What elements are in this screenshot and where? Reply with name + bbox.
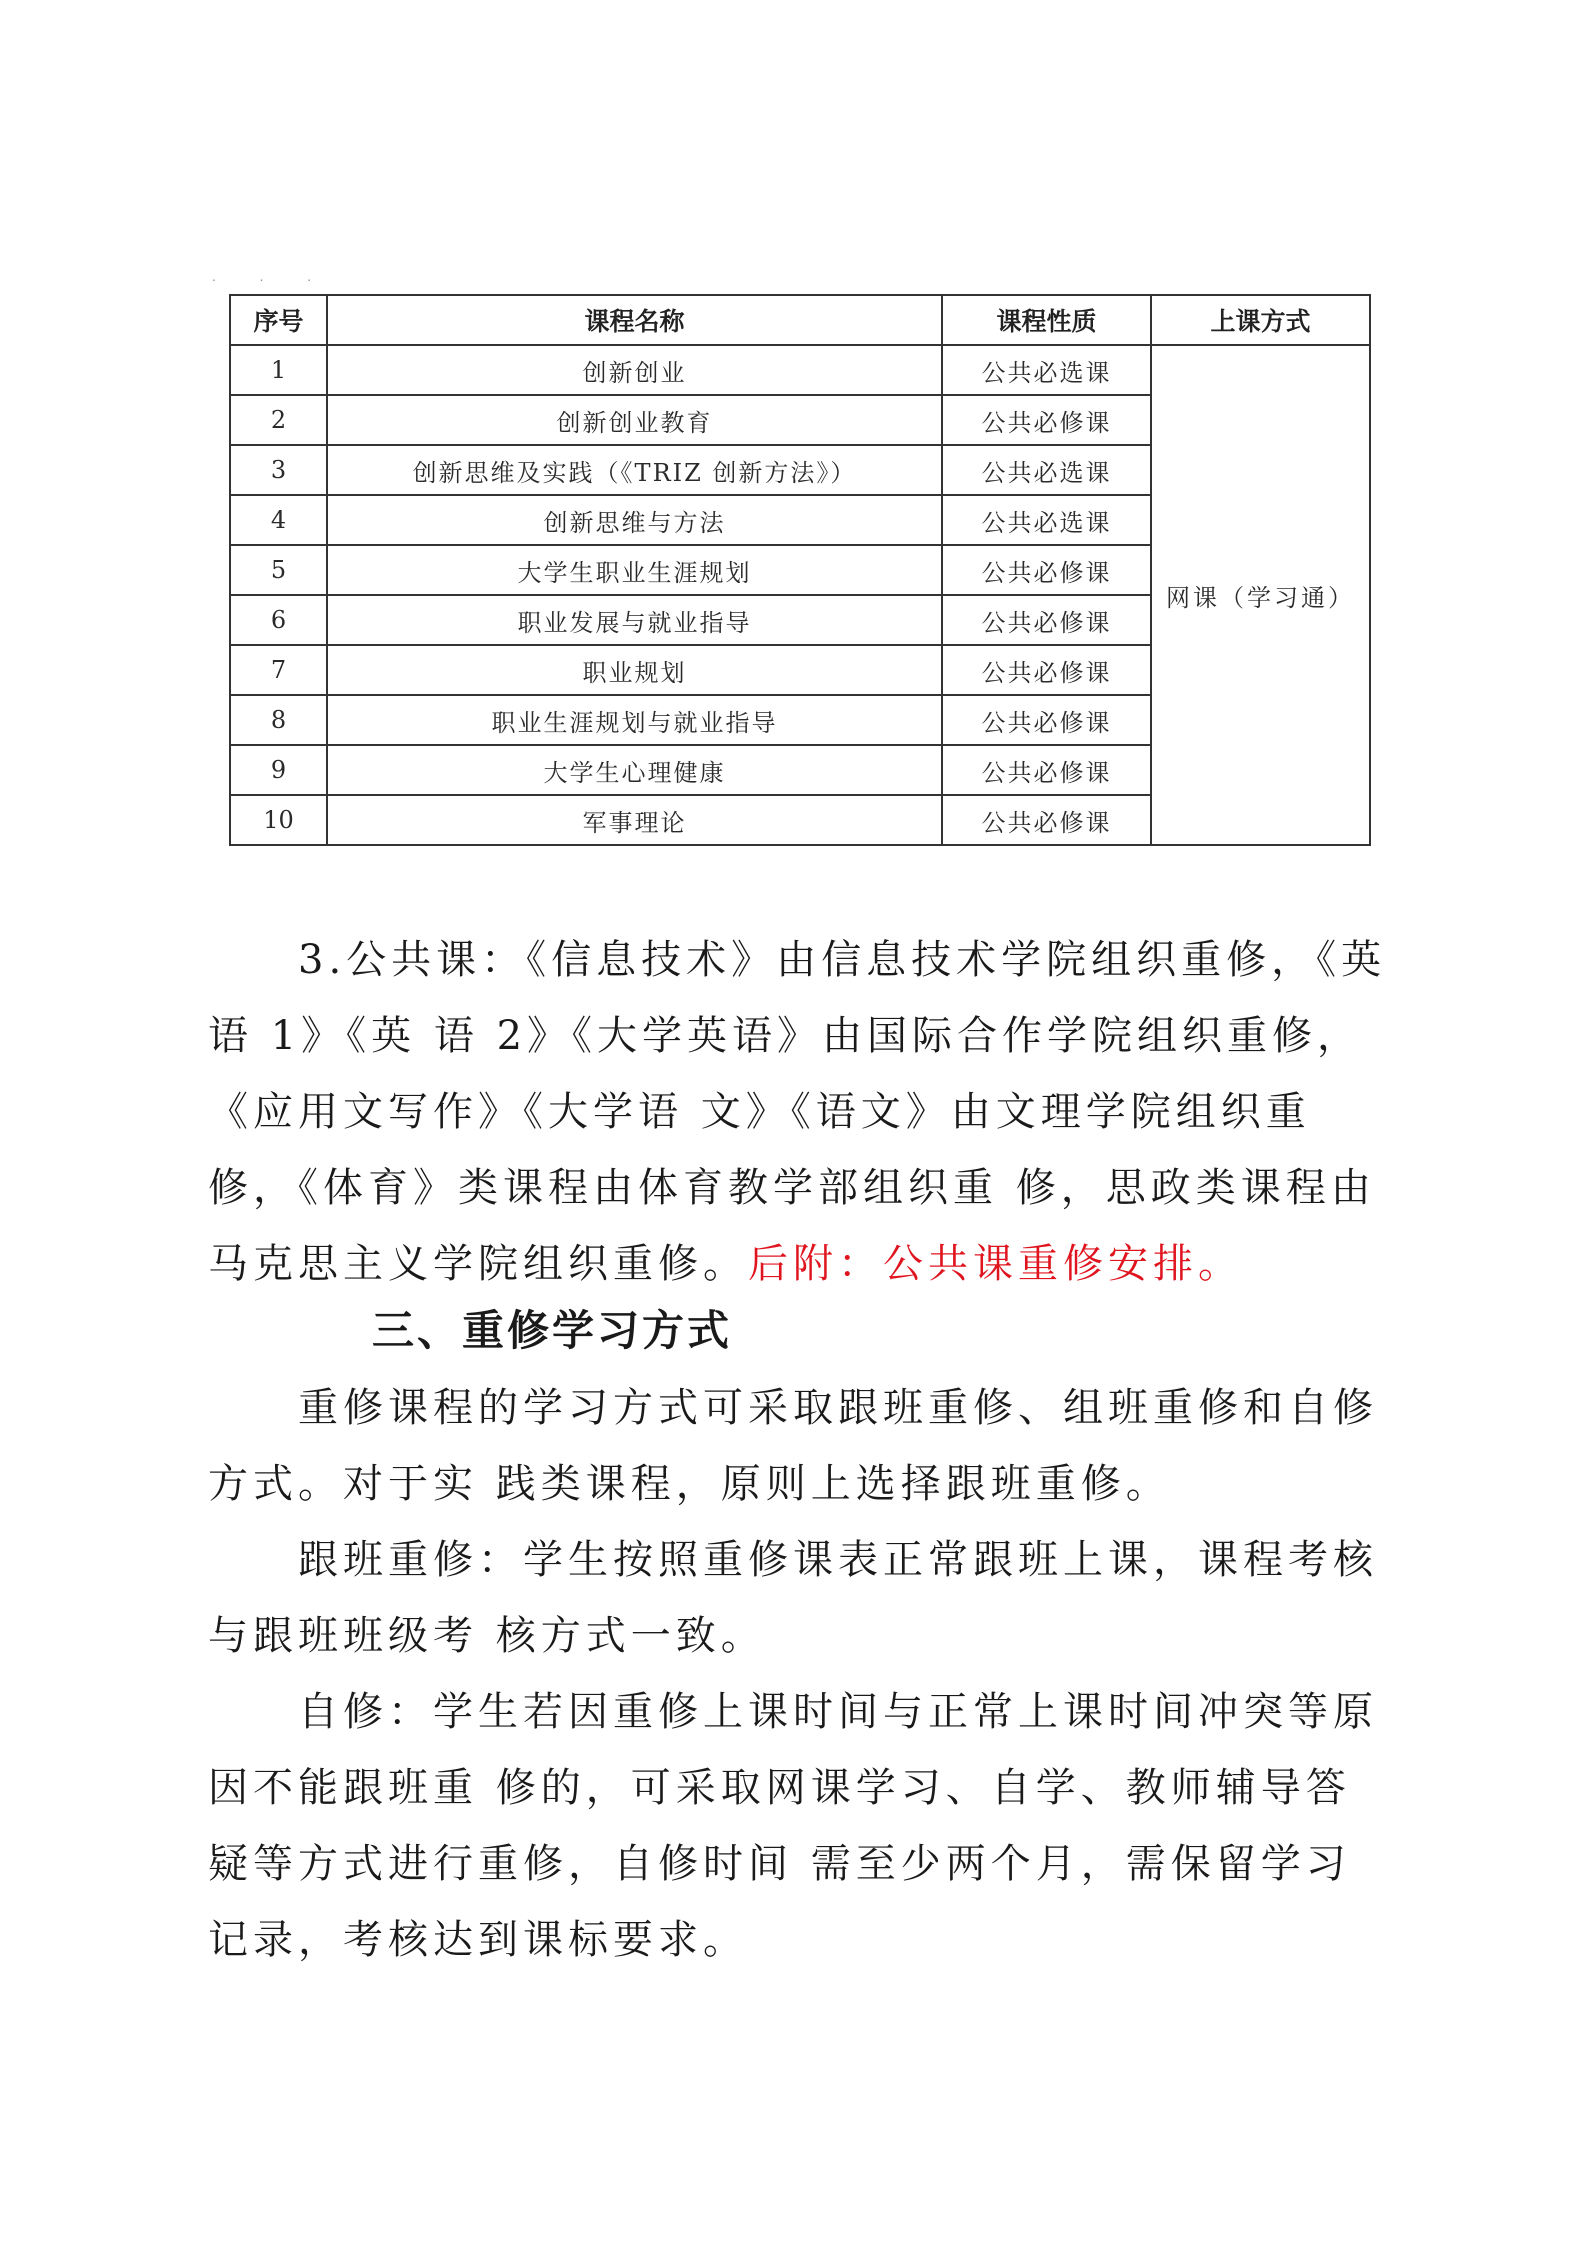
study-method-section [208,1370,1388,1978]
row-course-name: 大学生职业生涯规划 [327,545,942,595]
header-course-type: 课程性质 [942,295,1151,345]
row-course-type: 公共必修课 [942,645,1151,695]
row-course-name: 创新思维及实践（《TRIZ 创新方法》） [327,445,942,495]
appendix-note: 后附：公共课重修安排。 [748,1241,1243,1287]
row-course-name: 职业规划 [327,645,942,695]
study-method-paragraph: 重修课程的学习方式可采取跟班重修、组班重修和自修方式。对于实 践类课程，原则上选择跟班重修。 [208,1385,1378,1507]
row-course-name: 创新思维与方法 [327,495,942,545]
header-class-method: 上课方式 [1151,295,1370,345]
row-course-type: 公共必选课 [942,345,1151,395]
row-course-name: 创新创业教育 [327,395,942,445]
section-heading: 三、重修学习方式 [372,1306,733,1355]
public-course-section [208,922,1388,1302]
row-index: 4 [230,495,327,545]
row-course-type: 公共必修课 [942,595,1151,645]
row-course-type: 公共必修课 [942,745,1151,795]
row-index: 9 [230,745,327,795]
header-index: 序号 [230,295,327,345]
course-table [229,294,1371,846]
row-course-name: 职业发展与就业指导 [327,595,942,645]
row-index: 7 [230,645,327,695]
row-course-type: 公共必选课 [942,445,1151,495]
row-course-name: 职业生涯规划与就业指导 [327,695,942,745]
table-row [230,345,1370,395]
row-course-type: 公共必修课 [942,395,1151,445]
row-index: 10 [230,795,327,845]
row-course-type: 公共必修课 [942,795,1151,845]
public-course-paragraph [208,922,1388,1302]
scan-artifact-dots: . . . [212,270,332,284]
row-index: 8 [230,695,327,745]
row-index: 6 [230,595,327,645]
row-index: 2 [230,395,327,445]
row-index: 3 [230,445,327,495]
row-course-name: 军事理论 [327,795,942,845]
row-course-type: 公共必修课 [942,545,1151,595]
follow-class-paragraph: 跟班重修：学生按照重修课表正常跟班上课，课程考核与跟班班级考 核方式一致。 [208,1537,1378,1659]
row-index: 1 [230,345,327,395]
self-study-paragraph: 自修：学生若因重修上课时间与正常上课时间冲突等原因不能跟班重 修的，可采取网课学习、自学、教师辅导答疑等方式进行重修，自修时间 需至少两个月，需保留学习记录，考核达到课标要求。 [208,1689,1378,1963]
row-index: 5 [230,545,327,595]
public-course-text: 3.公共课：《信息技术》由信息技术学院组织重修，《英语 1》《英 语 2》《大学英语》由国际合作学院组织重修，《应用文写作》《大学语 文》《语文》由文理学院组织重修，《体育》类课程由体育教学部组织重 修，思政类课程由马克思主义学院组织重修。 [208,937,1387,1287]
table-header-row [230,295,1370,345]
row-course-type: 公共必选课 [942,495,1151,545]
row-course-type: 公共必修课 [942,695,1151,745]
row-course-name: 大学生心理健康 [327,745,942,795]
row-course-name: 创新创业 [327,345,942,395]
header-course-name: 课程名称 [327,295,942,345]
class-method-cell: 网课（学习通） [1151,345,1370,845]
